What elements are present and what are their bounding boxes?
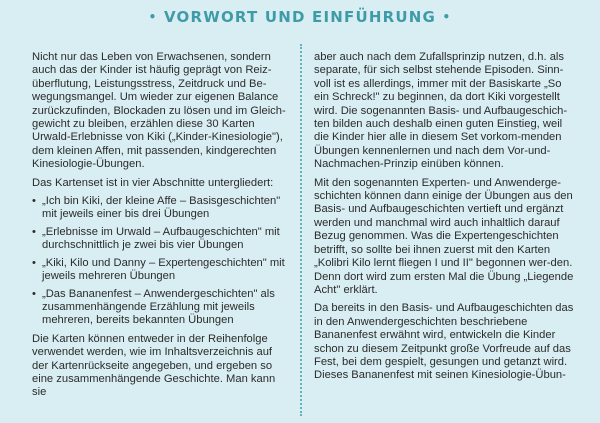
right-paragraph-1: aber auch nach dem Zufallsprinzip nutzen, d.h. als separate, für sich selbst stehende Episoden. Sinn-voll ist es allerdings, immer mit der Basiskarte „So ein Schreck!" zu beginnen, da dort Kiki vorgestellt wird. Die sogenannten Basis- und Aufbaugeschich-ten bilden auch deshalb einen guten Einstieg, weil die Kinder hier alle in diesem Set vorkom-menden Übungen kennenlernen und nach dem Vor-und-Nachmachen-Prinzip einüben können. [314, 51, 568, 171]
list-item: • „Ich bin Kiki, der kleine Affe – Basisgeschichten" mit jeweils einer bis drei Übungen [32, 195, 286, 222]
list-item: • „Das Bananenfest – Anwendergeschichten" als zusammenhängende Erzählung mit jeweils mehreren, bereits bekannten Übungen [32, 288, 286, 328]
left-column [32, 51, 286, 405]
list-item: • „Kiki, Kilo und Danny – Expertengeschichten" mit jeweils mehreren Übungen [32, 257, 286, 284]
list-item: • „Erlebnisse im Urwald – Aufbaugeschichten" mit durchschnittlich je zwei bis vier Übungen [32, 226, 286, 253]
title-bullet-right: • [442, 10, 452, 24]
right-column [314, 51, 576, 388]
section-list [32, 195, 286, 328]
right-paragraph-2: Mit den sogenannten Experten- und Anwenderge-schichten können dann einige der Übungen aus den Basis- und Aufbaugeschichten vertieft und ergänzt werden und manchmal wird auch inhaltlich darauf Bezug genommen. Was die Expertengeschichten betrifft, so sollte bei ihnen zuerst mit den Karten „Kolibri Kilo lernt fliegen I und II" begonnen wer-den. Denn dort wird zum ersten Mal die Übung „Liegende Acht" erklärt. [314, 176, 574, 296]
left-paragraph-1: Nicht nur das Leben von Erwachsenen, sondern auch das der Kinder ist häufig geprägt von Reiz-überflutung, Leistungsstress, Zeitdruck und Be-wegungsmangel. Um wieder zur eigenen Balance zurückzufinden, Blockaden zu lösen und im Gleich-gewicht zu bleiben, erzählen diese 30 Karten Urwald-Erlebnisse von Kiki („Kinder-Kinesiologie"), dem kleinen Affen, mit passenden, kindgerechten Kinesiologie-Übungen. [32, 51, 286, 171]
right-paragraph-3: Da bereits in den Basis- und Aufbaugeschichten das in den Anwendergeschichten beschriebene Bananenfest erwähnt wird, entwickeln die Kinder schon zu diesem Zeitpunkt große Vorfreude auf das Fest, bei dem gespielt, gesungen und getanzt wird. Dieses Bananenfest mit seinen Kinesiologie-Übun- [314, 302, 574, 382]
left-paragraph-3: Die Karten können entweder in der Reihenfolge verwendet werden, wie im Inhaltsverzeichnis auf der Kartenrückseite angegeben, und ergeben so eine zusammenhängende Geschichte. Man kann sie [32, 332, 276, 399]
title-text: VORWORT UND EINFÜHRUNG [163, 8, 437, 26]
page-title [0, 8, 600, 26]
left-paragraph-2: Das Kartenset ist in vier Abschnitte untergliedert: [32, 176, 274, 189]
column-divider [300, 44, 302, 416]
title-bullet-left: • [148, 10, 158, 24]
